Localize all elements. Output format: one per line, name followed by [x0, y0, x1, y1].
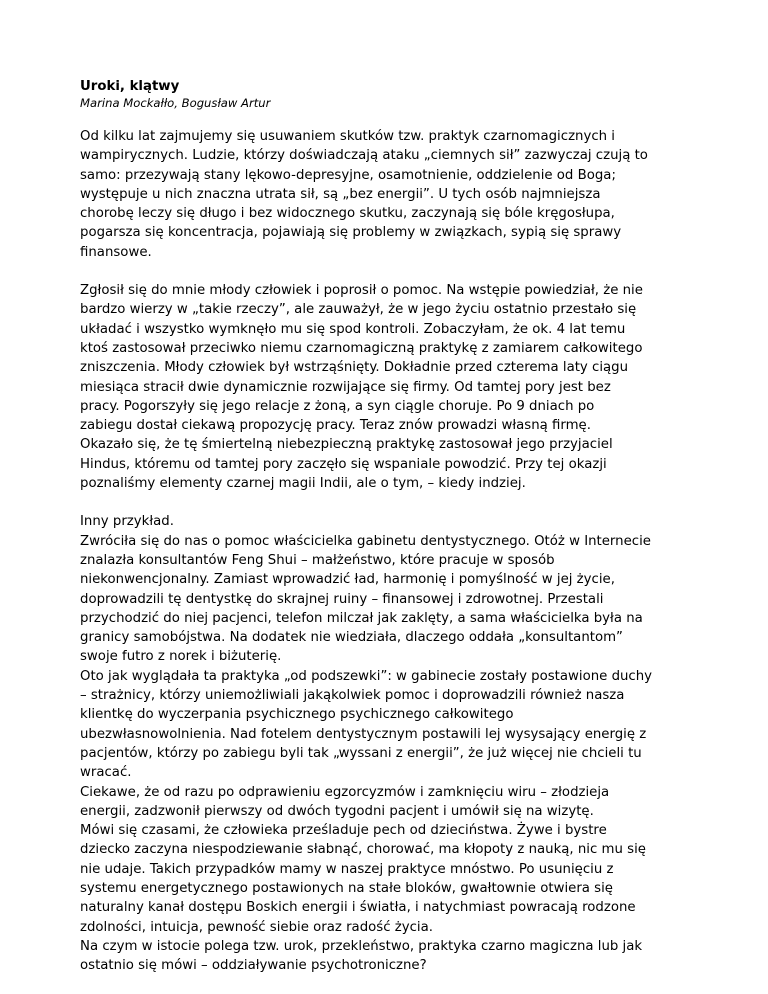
paragraph-line: Oto jak wyglądała ta praktyka „od podszewki”: w gabinecie zostały postawione duchy: [80, 668, 653, 684]
paragraph-line: pacjentów, którzy po zabiegu byli tak „wyssani z energii”, że już więcej nie chcieli tu: [80, 745, 642, 761]
paragraph-line: pogarsza się koncentracja, pojawiają się problemy w związkach, sypią się sprawy: [80, 225, 622, 241]
document-title: Uroki, klątwy: [80, 79, 180, 94]
paragraph-line: pracy. Pogorszyły się jego relacje z żoną, a syn ciągle choruje. Po 9 dniach po: [80, 398, 595, 414]
document-body: [80, 127, 690, 975]
document-page: [80, 78, 690, 994]
paragraph-line: dziecko zaczyna niespodziewanie słabnąć, chorować, ma kłopoty z nauką, nic mu się: [80, 842, 646, 858]
paragraph-line: Ciekawe, że od razu po odprawieniu egzorcyzmów i zamknięciu wiru – złodzieja: [80, 784, 610, 800]
paragraph-line: wampirycznych. Ludzie, którzy doświadczają ataku „ciemnych sił” zazwyczaj czują to: [80, 148, 648, 164]
paragraph-line: Mówi się czasami, że człowieka prześladuje pech od dzieciństwa. Żywe i bystre: [80, 823, 607, 839]
paragraph-line: zniszczenia. Młody człowiek był wstrząśnięty. Dokładnie przed czterema laty ciągu: [80, 360, 629, 376]
paragraph-line: poznaliśmy elementy czarnej magii Indii, ale o tym, – kiedy indziej.: [80, 476, 526, 492]
paragraph: [80, 281, 690, 493]
paragraph-line: zabiegu dostał ciekawą propozycję pracy. Teraz znów prowadzi własną firmę.: [80, 418, 591, 434]
paragraph-line: systemu energetycznego postawionych na stałe bloków, gwałtownie otwiera się: [80, 880, 613, 896]
paragraph-line: wracać.: [80, 765, 132, 781]
document-authors: Marina Mockałło, Bogusław Artur: [80, 96, 271, 110]
paragraph-line: nie udaje. Takich przypadków mamy w naszej praktyce mnóstwo. Po usunięciu z: [80, 861, 614, 877]
paragraph-line: Hindus, któremu od tamtej pory zaczęło się wspaniale powodzić. Przy tej okazji: [80, 456, 607, 472]
paragraph-line: – strażnicy, którzy uniemożliwiali jakąkolwiek pomoc i doprowadzili również nasza: [80, 688, 625, 704]
paragraph-line: granicy samobójstwa. Na dodatek nie wiedziała, dlaczego oddała „konsultantom”: [80, 630, 623, 646]
paragraph-line: miesiąca stracił dwie dynamicznie rozwijające się firmy. Od tamtej pory jest bez: [80, 379, 611, 395]
paragraph-line: finansowe.: [80, 244, 152, 260]
paragraph-line: ostatnio się mówi – oddziaływanie psychotroniczne?: [80, 958, 427, 974]
paragraph: [80, 512, 690, 975]
paragraph-line: przychodzić do niej pacjenci, telefon milczał jak zaklęty, a sama właścicielka była na: [80, 610, 643, 626]
paragraph-line: ktoś zastosował przeciwko niemu czarnomagiczną praktykę z zamiarem całkowitego: [80, 340, 643, 356]
paragraph-line: Okazało się, że tę śmiertelną niebezpieczną praktykę zastosował jego przyjaciel: [80, 437, 613, 453]
paragraph-line: układać i wszystko wymknęło mu się spod kontroli. Zobaczyłam, że ok. 4 lat temu: [80, 321, 626, 337]
paragraph-line: energii, zadzwonił pierwszy od dwóch tygodni pacjent i umówił się na wizytę.: [80, 803, 594, 819]
paragraph-line: samo: przezywają stany lękowo-depresyjne, osamotnienie, oddzielenie od Boga;: [80, 167, 616, 183]
paragraph-line: klientkę do wyczerpania psychicznego psychicznego całkowitego: [80, 707, 514, 723]
paragraph-line: zdolności, intuicja, pewność siebie oraz radość życia.: [80, 919, 433, 935]
paragraph-line: Od kilku lat zajmujemy się usuwaniem skutków tzw. praktyk czarnomagicznych i: [80, 129, 615, 144]
paragraph-line: występuje u nich znaczna utrata sił, są „bez energii”. U tych osób najmniejsza: [80, 186, 601, 202]
paragraph-line: Inny przykład.: [80, 514, 174, 530]
paragraph-line: naturalny kanał dostępu Boskich energii i światła, i natychmiast powracają rodzone: [80, 900, 636, 916]
paragraph-line: niekonwencjonalny. Zamiast wprowadzić ład, harmonię i pomyślność w jej życie,: [80, 572, 615, 588]
paragraph-line: Zwróciła się do nas o pomoc właścicielka gabinetu dentystycznego. Otóż w Internecie: [80, 533, 651, 549]
paragraph-line: bardzo wierzy w „takie rzeczy”, ale zauważył, że w jego życiu ostatnio przestało się: [80, 302, 637, 318]
paragraph-line: znalazła konsultantów Feng Shui – małżeństwo, które pracuje w sposób: [80, 552, 555, 568]
paragraph: [80, 127, 690, 262]
paragraph-line: Na czym w istocie polega tzw. urok, przekleństwo, praktyka czarno magiczna lub jak: [80, 938, 643, 954]
paragraph-line: doprowadzili tę dentystkę do skrajnej ruiny – finansowej i zdrowotnej. Przestali: [80, 591, 604, 607]
paragraph-line: swoje futro z norek i biżuterię.: [80, 649, 282, 665]
paragraph-line: Zgłosił się do mnie młody człowiek i poprosił o pomoc. Na wstępie powiedział, że nie: [80, 283, 643, 299]
paragraph-line: chorobę leczy się długo i bez widocznego skutku, zaczynają się bóle kręgosłupa,: [80, 206, 615, 222]
paragraph-line: ubezwłasnowolnienia. Nad fotelem dentystycznym postawili lej wysysający energię z: [80, 726, 647, 742]
